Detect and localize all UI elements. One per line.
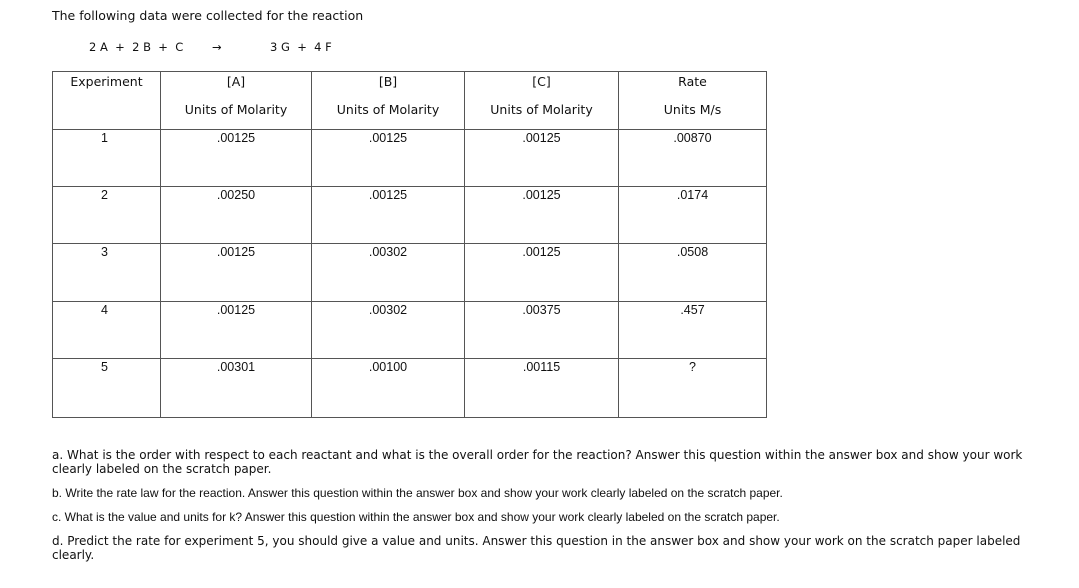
cell-b — [312, 187, 465, 244]
value-b: .00125 — [368, 131, 408, 145]
cell-b — [312, 359, 465, 418]
header-rate-label: Rate — [678, 74, 707, 89]
header-experiment-label: Experiment — [70, 74, 143, 89]
value-a: .00125 — [216, 303, 256, 317]
cell-exp — [53, 302, 161, 359]
value-rate: .0508 — [676, 245, 709, 259]
header-rate — [619, 72, 767, 130]
value-a: .00125 — [216, 245, 256, 259]
question-b: b. Write the rate law for the reaction. Answer this question within the answer box and show your work clearly labeled on the scratch paper. — [52, 486, 783, 500]
header-a — [161, 72, 312, 130]
reaction-reactants: 2 A + 2 B + C — [89, 40, 184, 54]
cell-rate — [619, 359, 767, 418]
value-c: .00375 — [522, 303, 561, 317]
value-b: .00100 — [368, 360, 408, 374]
table-row — [53, 302, 767, 359]
table-row — [53, 130, 767, 187]
cell-a — [161, 187, 312, 244]
cell-rate — [619, 187, 767, 244]
header-b-units: Units of Molarity — [336, 102, 440, 117]
exp-number: 3 — [101, 245, 108, 259]
header-c-units: Units of Molarity — [490, 102, 593, 117]
cell-rate — [619, 302, 767, 359]
value-a: .00125 — [216, 131, 256, 145]
value-rate: ? — [689, 360, 696, 374]
question-d: d. Predict the rate for experiment 5, you should give a value and units. Answer this question in the answer box and show your work on the scratch paper labeled clearly. — [52, 534, 1021, 562]
exp-number: 2 — [101, 188, 108, 202]
cell-rate — [619, 130, 767, 187]
value-b: .00302 — [368, 245, 408, 259]
header-b-label: [B] — [378, 74, 398, 89]
cell-rate — [619, 244, 767, 302]
table-row — [53, 244, 767, 302]
header-c-label: [C] — [532, 74, 551, 89]
reaction-arrow: → — [212, 40, 222, 54]
value-c: .00125 — [522, 131, 561, 145]
cell-c — [465, 359, 619, 418]
value-c: .00125 — [522, 188, 561, 202]
value-c: .00125 — [522, 245, 561, 259]
value-c: .00115 — [522, 360, 561, 374]
cell-a — [161, 130, 312, 187]
cell-b — [312, 130, 465, 187]
header-b — [312, 72, 465, 130]
cell-b — [312, 302, 465, 359]
value-a: .00250 — [216, 188, 256, 202]
cell-a — [161, 302, 312, 359]
value-rate: .0174 — [676, 188, 709, 202]
cell-c — [465, 302, 619, 359]
questions-list — [52, 448, 1052, 572]
value-a: .00301 — [216, 360, 256, 374]
value-rate: .00870 — [673, 131, 712, 145]
cell-exp — [53, 130, 161, 187]
table-header-row — [53, 72, 767, 130]
intro-text: The following data were collected for the reaction — [52, 8, 364, 23]
cell-exp — [53, 187, 161, 244]
cell-c — [465, 187, 619, 244]
question-a: a. What is the order with respect to each reactant and what is the overall order for the reaction? Answer this question within the answer box and show your work clearly labeled on the scratch paper. — [52, 448, 1023, 476]
cell-exp — [53, 359, 161, 418]
cell-exp — [53, 244, 161, 302]
exp-number: 4 — [101, 303, 108, 317]
header-a-units: Units of Molarity — [184, 102, 288, 117]
question-c: c. What is the value and units for k? Answer this question within the answer box and show your work clearly labeled on the scratch paper. — [52, 510, 780, 524]
data-table — [52, 71, 767, 418]
value-rate: .457 — [680, 303, 705, 317]
header-rate-units: Units M/s — [663, 102, 722, 117]
cell-c — [465, 130, 619, 187]
exp-number: 5 — [101, 360, 108, 374]
value-b: .00302 — [368, 303, 408, 317]
cell-a — [161, 244, 312, 302]
exp-number: 1 — [101, 131, 108, 145]
table-row — [53, 187, 767, 244]
header-c — [465, 72, 619, 130]
reaction-products: 3 G + 4 F — [270, 40, 332, 54]
cell-b — [312, 244, 465, 302]
table-row — [53, 359, 767, 418]
cell-a — [161, 359, 312, 418]
header-a-label: [A] — [226, 74, 246, 89]
value-b: .00125 — [368, 188, 408, 202]
cell-c — [465, 244, 619, 302]
header-experiment — [53, 72, 161, 130]
